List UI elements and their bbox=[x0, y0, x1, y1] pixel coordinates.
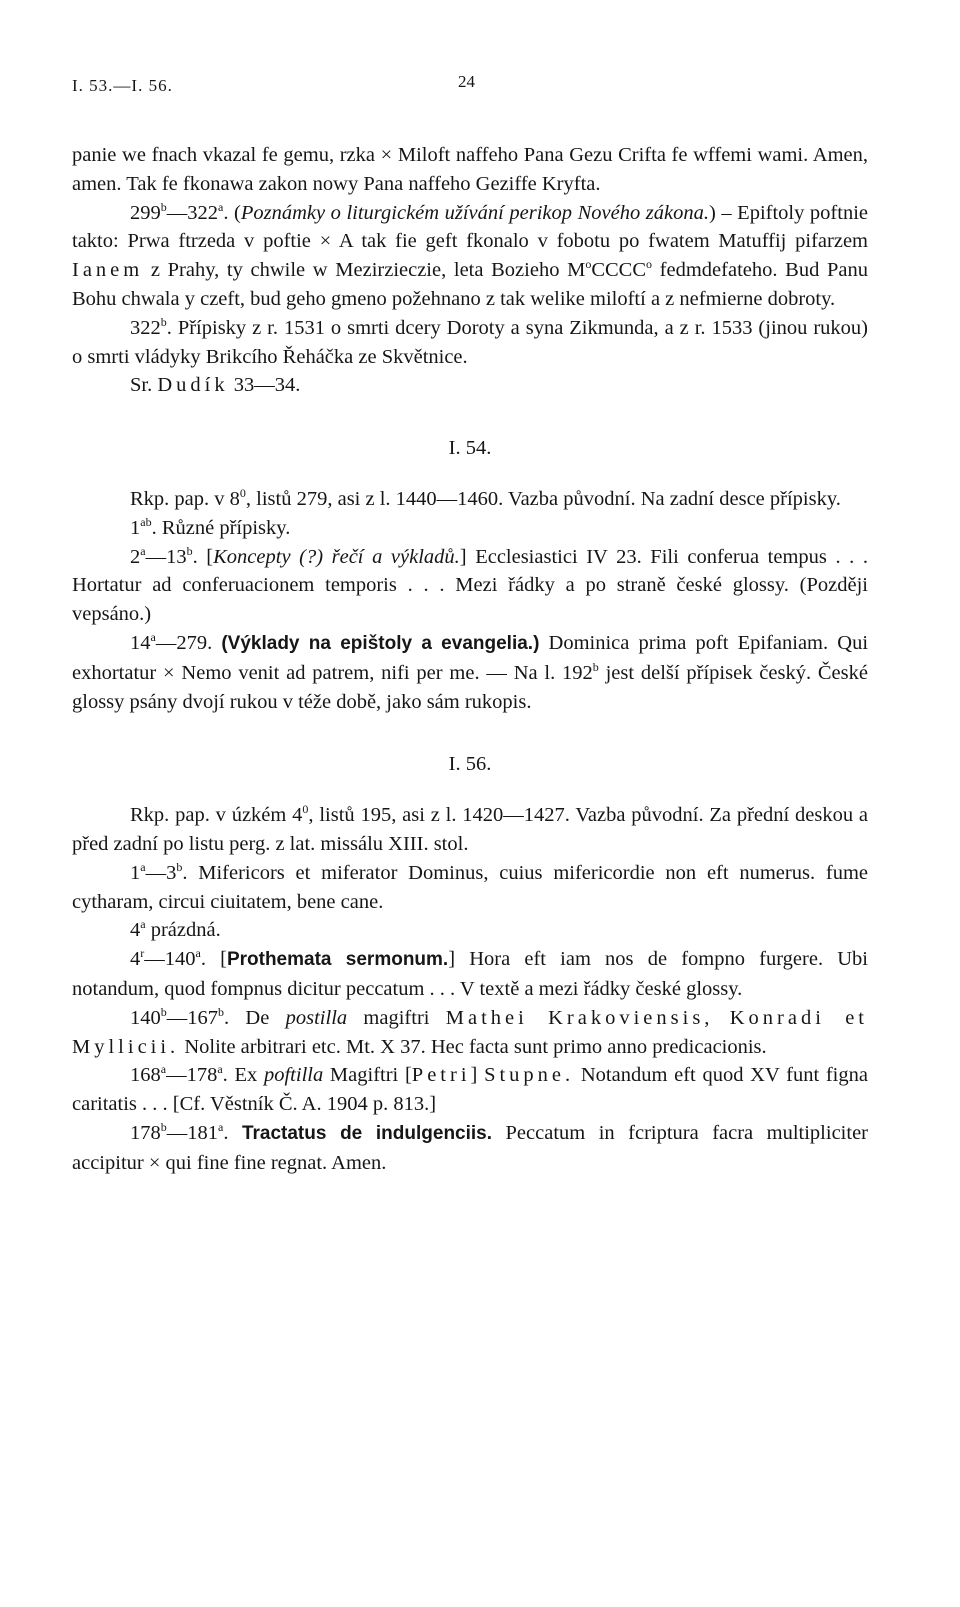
paragraph-299b: 299$^b$—322$^a$. (Poznámky o liturgickém užívání perikop Nového zákona.) – Epiftoly poftnie takto: Prwa ftrzeda v poftie × A tak fie geft fkonalo v fobotu po fwatem Matuffij pifarzem Ianem z Prahy, ty chwile w Mezirzieczie, leta Bozieho $M^oCCCC^o$ fedmdefateho. Bud Panu Bohu chwala y czeft, bud geho gmeno požehnano z tak welike miloftí a z nefmierne dobroty. bbox=[72, 199, 868, 310]
page-body bbox=[72, 141, 868, 1178]
paragraph-i56-168a: 168$^a$—178$^a$. Ex poftilla Magiftri [Petri] Stupne. Notandum eft quod XV funt figna caritatis . . . [Cf. Věstník Č. A. 1904 p. 813.] bbox=[72, 1062, 868, 1116]
paragraph-i56-description: Rkp. pap. v úzkém $4^0$, listů 195, asi z l. 1420—1427. Vazba původní. Za přední deskou a před zadní po listu perg. z lat. missálu XIII. stol. bbox=[72, 802, 868, 855]
section-heading-i56: I. 56. bbox=[448, 753, 492, 776]
paragraph-i56-4a: 4$^a$ prázdná. bbox=[130, 917, 221, 942]
paragraph-i54-14a: 14$^a$—279. (Výklady na epištoly a evangelia.) Dominica prima poft Epifaniam. Qui exhortatur × Nemo venit ad patrem, nifi per me. — Na l. 192$^b$ jest delší přípisek český. České glossy psány dvojí rukou v téže době, jako sám rukopis. bbox=[72, 630, 869, 713]
paragraph-i54-1ab: $1^{ab}$. Různé přípisky. bbox=[130, 514, 291, 539]
page-number: 24 bbox=[458, 72, 475, 91]
paragraph-i56-1a: 1$^a$—3$^b$. Mifericors et miferator Dominus, cuius mifericordie non eft numerus. fume cytharam, circui ciuitatem, bene cane. bbox=[72, 859, 868, 913]
paragraph-i54-2a: 2$^a$—13$^b$. [Koncepty (?) řečí a výkladů.] Ecclesiastici IV 23. Fili conferua tempus . . . Hortatur ad conferuacionem temporis . . . Mezi řádky a po straně české glossy. (Později vepsáno.) bbox=[72, 543, 868, 626]
paragraph-i56-140b: 140$^b$—167$^b$. De postilla magiftri Mathei Krakoviensis, Konradi et Myllicii. Nolite arbitrari etc. Mt. X 37. Hec facta sunt primo anno predicacionis. bbox=[72, 1004, 868, 1058]
section-heading-i54: I. 54. bbox=[448, 437, 492, 460]
paragraph-reference: Sr. Dudík 33—34. bbox=[130, 374, 301, 397]
page-header bbox=[72, 72, 872, 106]
paragraph-continuation: panie we fnach vkazal fe gemu, rzka × Miloft naffeho Pana Gezu Crifta fe wffemi wami. Amen, amen. Tak fe fkonawa zakon nowy Pana naffeho Geziffe Kryfta. bbox=[72, 144, 868, 195]
paragraph-i56-178b: 178$^b$—181$^a$. Tractatus de indulgenciis. Peccatum in fcriptura facra multipliciter accipitur × qui fine fine regnat. Amen. bbox=[72, 1120, 868, 1174]
paragraph-i56-4r: 4$^r$—140$^a$. [Prothemata sermonum.] Hora eft iam nos de fompno furgere. Ubi notandum, quod fompnus dicitur peccatum . . . V textě a mezi řádky české glossy. bbox=[72, 946, 868, 1000]
header-signature-range: I. 53.—I. 56. bbox=[72, 76, 173, 95]
paragraph-i54-description: Rkp. pap. v $8^0$, listů 279, asi z l. 1440—1460. Vazba původní. Na zadní desce přípisky. bbox=[130, 486, 841, 510]
paragraph-322b: 322$^b$. Přípisky z r. 1531 o smrti dcery Doroty a syna Zikmunda, a z r. 1533 (jinou rukou) o smrti vládyky Brikcího Řeháčka ze Skvětnice. bbox=[72, 314, 868, 368]
